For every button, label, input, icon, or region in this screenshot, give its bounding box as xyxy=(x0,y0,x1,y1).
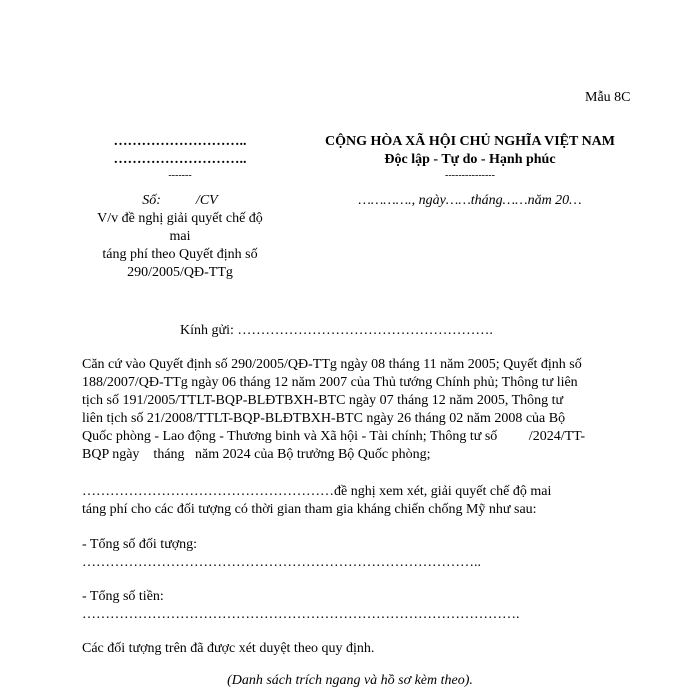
subject-line-3: táng phí theo Quyết định số xyxy=(102,247,258,262)
request-line-1: ………………………………………………đề nghị xem xét, giải quyết chế độ mai xyxy=(82,484,552,499)
org-line-1: ……………………….. xyxy=(113,134,247,149)
total-subjects-label: - Tổng số đối tượng: xyxy=(82,537,198,552)
right-divider: --------------- xyxy=(445,170,495,181)
basis-line-2: 188/2007/QĐ-TTg ngày 06 tháng 12 năm 2007 của Thủ tướng Chính phủ; Thông tư liên xyxy=(82,375,578,390)
national-header xyxy=(270,133,670,183)
total-amount-label: - Tổng số tiền: xyxy=(82,589,164,604)
total-subjects-value: ………………………………………………………………………….. xyxy=(82,555,481,570)
nation-title: CỘNG HÒA XÃ HỘI CHỦ NGHĨA VIỆT NAM xyxy=(324,134,615,149)
subject-line-2: mai xyxy=(169,229,191,244)
attachment-note: (Danh sách trích ngang và hồ sơ kèm theo). xyxy=(227,673,473,688)
subject-line-4: 290/2005/QĐ-TTg xyxy=(127,265,233,280)
document-number-block xyxy=(60,192,300,282)
recipient-line: Kính gửi: ………………………………………………. xyxy=(180,323,493,338)
basis-line-1: Căn cứ vào Quyết định số 290/2005/QĐ-TTg ngày 08 tháng 11 năm 2005; Quyết định số xyxy=(82,357,582,372)
conclusion-text: Các đối tượng trên đã được xét duyệt theo quy định. xyxy=(82,641,375,656)
left-divider: ------- xyxy=(168,170,192,181)
national-motto: Độc lập - Tự do - Hạnh phúc xyxy=(384,152,556,167)
document-number: Số: /CV xyxy=(142,193,218,208)
date-line: …………., ngày……tháng……năm 20… xyxy=(358,193,582,208)
form-code: Mẫu 8C xyxy=(585,90,631,105)
basis-line-4: liên tịch số 21/2008/TTLT-BQP-BLĐTBXH-BTC ngày 26 tháng 02 năm 2008 của Bộ xyxy=(82,411,566,426)
basis-line-6: BQP ngày tháng năm 2024 của Bộ trưởng Bộ Quốc phòng; xyxy=(82,447,431,462)
org-name-block xyxy=(60,133,300,183)
basis-line-3: tịch số 191/2005/TTLT-BQP-BLĐTBXH-BTC ngày 07 tháng 12 năm 2005, Thông tư xyxy=(82,393,564,408)
org-line-2: ……………………….. xyxy=(113,152,247,167)
request-line-2: táng phí cho các đối tượng có thời gian tham gia kháng chiến chống Mỹ như sau: xyxy=(82,502,537,517)
total-amount-value: …………………………………………………………………………………. xyxy=(82,607,520,622)
subject-line-1: V/v đề nghị giải quyết chế độ xyxy=(97,211,263,226)
basis-line-5: Quốc phòng - Lao động - Thương binh và Xã hội - Tài chính; Thông tư số /2024/TT- xyxy=(82,429,586,444)
